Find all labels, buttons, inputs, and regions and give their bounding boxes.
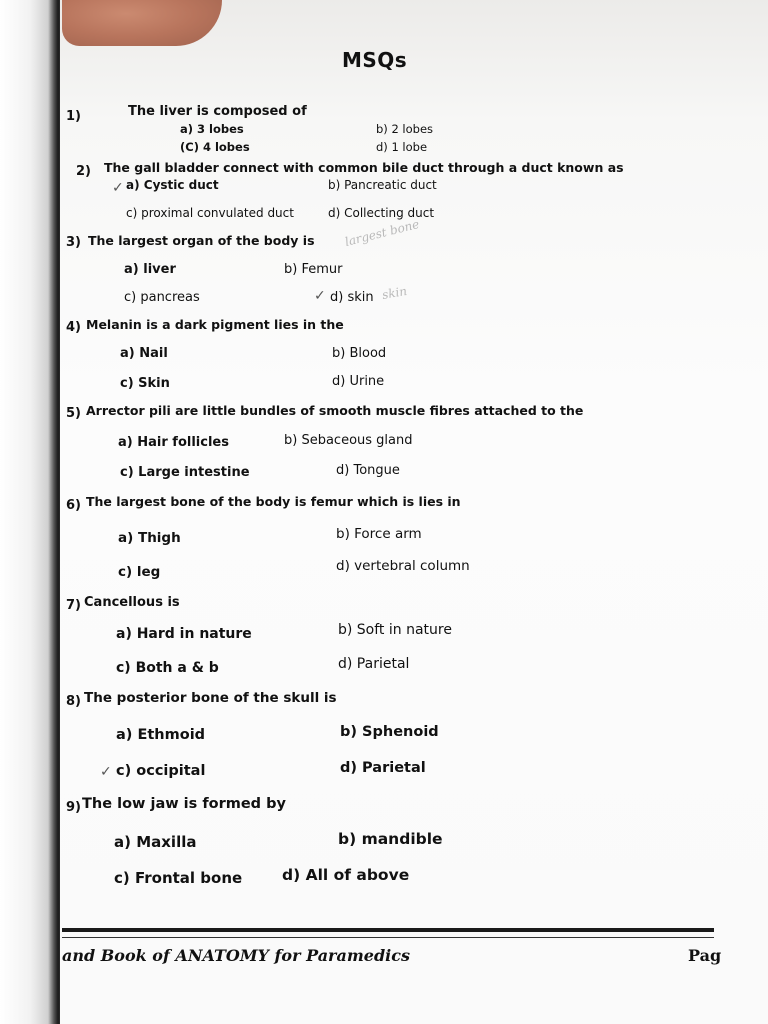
option-d: d) Urine <box>332 374 385 389</box>
footer-rule-thick <box>62 928 714 932</box>
option-c: c) Both a & b <box>116 660 219 676</box>
option-d: d) Parietal <box>338 656 410 672</box>
option-a: a) Hard in nature <box>116 626 252 642</box>
footer-rule-thin <box>62 937 714 938</box>
question-number: 7) <box>66 598 81 613</box>
option-b: b) Pancreatic duct <box>328 178 437 192</box>
question-number: 5) <box>66 406 81 421</box>
option-d: d) vertebral column <box>336 558 470 574</box>
question-text: The largest bone of the body is femur which is lies in <box>86 494 461 509</box>
option-b: b) Femur <box>284 262 343 277</box>
option-a: a) Thigh <box>118 530 181 546</box>
pencil-note: skin <box>380 283 409 303</box>
option-b: b) Blood <box>332 346 387 361</box>
thumb-photo-artifact <box>62 0 222 46</box>
question-number: 6) <box>66 498 81 513</box>
option-d: d) Collecting duct <box>328 206 435 220</box>
tick-mark: ✓ <box>100 764 112 780</box>
question-text: Arrector pili are little bundles of smooth muscle fibres attached to the <box>86 403 584 418</box>
question-number: 1) <box>66 109 81 124</box>
question-number: 8) <box>66 694 81 709</box>
option-b: b) 2 lobes <box>376 122 434 136</box>
footer-page-label: Pag <box>688 946 722 965</box>
option-b: b) Sebaceous gland <box>284 433 413 448</box>
option-a: a) Nail <box>120 346 168 361</box>
option-a: a) liver <box>124 262 176 277</box>
option-c: c) occipital <box>116 763 206 779</box>
option-a: a) Hair follicles <box>118 435 229 450</box>
page-title: MSQs <box>342 48 408 72</box>
option-a: a) Ethmoid <box>116 727 206 743</box>
option-b: b) Soft in nature <box>338 622 452 638</box>
question-text: The liver is composed of <box>128 104 307 119</box>
option-c: c) proximal convulated duct <box>126 206 294 220</box>
footer-book-title: and Book of ANATOMY for Paramedics <box>62 946 410 965</box>
option-d: d) Tongue <box>336 463 400 478</box>
question-text: The largest organ of the body is <box>88 233 315 248</box>
question-number: 2) <box>76 164 91 179</box>
question-text: Melanin is a dark pigment lies in the <box>86 317 344 332</box>
option-d: d) 1 lobe <box>376 140 428 154</box>
question-text: The gall bladder connect with common bile duct through a duct known as <box>104 160 624 175</box>
option-c: c) pancreas <box>124 290 200 305</box>
option-c: c) Frontal bone <box>114 869 243 887</box>
option-a: a) Maxilla <box>114 833 197 851</box>
question-text: The low jaw is formed by <box>82 796 286 812</box>
option-b: b) mandible <box>338 830 443 848</box>
option-b: b) Sphenoid <box>340 724 439 740</box>
tick-mark: ✓ <box>314 288 326 304</box>
question-number: 3) <box>66 235 81 250</box>
option-a: a) Cystic duct <box>126 178 219 192</box>
option-d: d) Parietal <box>340 760 426 776</box>
option-c: c) Large intestine <box>120 465 250 480</box>
option-c: c) leg <box>118 564 161 580</box>
pencil-note: largest bone <box>343 217 421 249</box>
question-text: Cancellous is <box>84 595 180 610</box>
tick-mark: ✓ <box>112 180 124 196</box>
book-binding-shadow <box>0 0 60 1024</box>
option-d: d) skin <box>330 290 374 305</box>
option-a: a) 3 lobes <box>180 122 244 136</box>
option-b: b) Force arm <box>336 526 422 542</box>
question-text: The posterior bone of the skull is <box>84 690 337 706</box>
question-number: 9) <box>66 800 81 815</box>
option-c: (C) 4 lobes <box>180 140 250 154</box>
option-d: d) All of above <box>282 866 410 884</box>
option-c: c) Skin <box>120 376 170 391</box>
question-number: 4) <box>66 320 81 335</box>
